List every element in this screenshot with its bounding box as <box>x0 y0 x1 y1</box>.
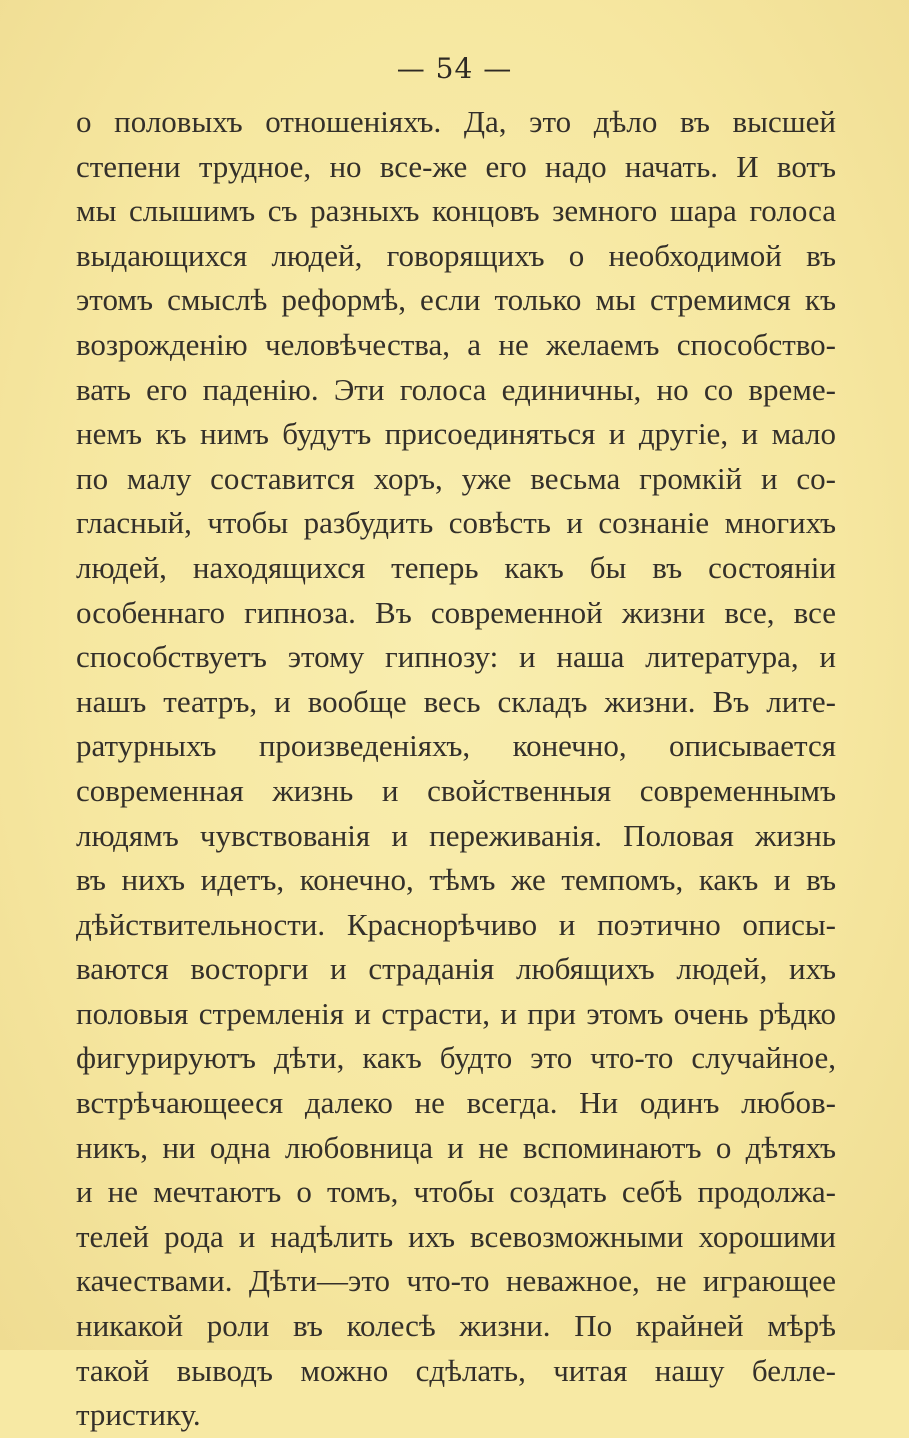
text-line: дѣйствительности. Краснорѣчиво и поэтично описы- <box>76 906 836 942</box>
text-line: степени трудное, но все-же его надо начать. И вотъ <box>76 148 836 184</box>
text-line: людямъ чувствованія и переживанія. Половая жизнь <box>76 817 836 853</box>
text-line: ратурныхъ произведеніяхъ, конечно, описывается <box>76 728 836 764</box>
text-line: въ нихъ идетъ, конечно, тѣмъ же темпомъ, какъ и въ <box>76 862 836 898</box>
text-line: такой выводъ можно сдѣлать, читая нашу белле- <box>76 1352 836 1388</box>
text-line: о половыхъ отношеніяхъ. Да, это дѣло въ высшей <box>76 104 836 139</box>
text-line: этомъ смыслѣ реформѣ, если только мы стремимся къ <box>76 282 836 318</box>
text-line: по малу составится хоръ, уже весьма громкій и со- <box>76 460 836 496</box>
text-line: телей рода и надѣлить ихъ всевозможными хорошими <box>76 1218 836 1254</box>
text-line: людей, находящихся теперь какъ бы въ состояніи <box>76 549 836 585</box>
text-line: возрожденію человѣчества, а не желаемъ способство- <box>76 326 836 362</box>
text-line: качествами. Дѣти—это что-то неважное, не играющее <box>76 1263 836 1299</box>
text-line: особеннаго гипноза. Въ современной жизни все, все <box>76 594 836 630</box>
text-line: мы слышимъ съ разныхъ концовъ земного шара голоса <box>76 193 836 229</box>
text-line: тристику. <box>76 1397 201 1433</box>
text-line: вать его паденію. Эти голоса единичны, но со време- <box>76 371 836 407</box>
text-line: выдающихся людей, говорящихъ о необходимой въ <box>76 237 836 273</box>
text-line: немъ къ нимъ будутъ присоединяться и другіе, и мало <box>76 416 836 452</box>
text-line: ваются восторги и страданія любящихъ людей, ихъ <box>76 951 836 987</box>
text-line: способствуетъ этому гипнозу: и наша литература, и <box>76 639 836 675</box>
text-line: никъ, ни одна любовница и не вспоминаютъ о дѣтяхъ <box>76 1129 836 1165</box>
page-number: — 54 — <box>396 52 513 85</box>
text-line: встрѣчающееся далеко не всегда. Ни одинъ любов- <box>76 1085 836 1121</box>
text-line: и не мечтаютъ о томъ, чтобы создать себѣ продолжа- <box>76 1174 836 1210</box>
text-line: гласный, чтобы разбудить совѣсть и сознаніе многихъ <box>76 505 836 541</box>
text-line: современная жизнь и свойственныя современнымъ <box>76 772 836 808</box>
text-line: никакой роли въ колесѣ жизни. По крайней мѣрѣ <box>76 1308 836 1344</box>
text-line: нашъ театръ, и вообще весь складъ жизни. Въ лите- <box>76 683 836 719</box>
text-line: фигурируютъ дѣти, какъ будто это что-то случайное, <box>76 1040 836 1076</box>
body-text <box>76 100 836 1438</box>
text-line: половыя стремленія и страсти, и при этомъ очень рѣдко <box>76 995 836 1031</box>
